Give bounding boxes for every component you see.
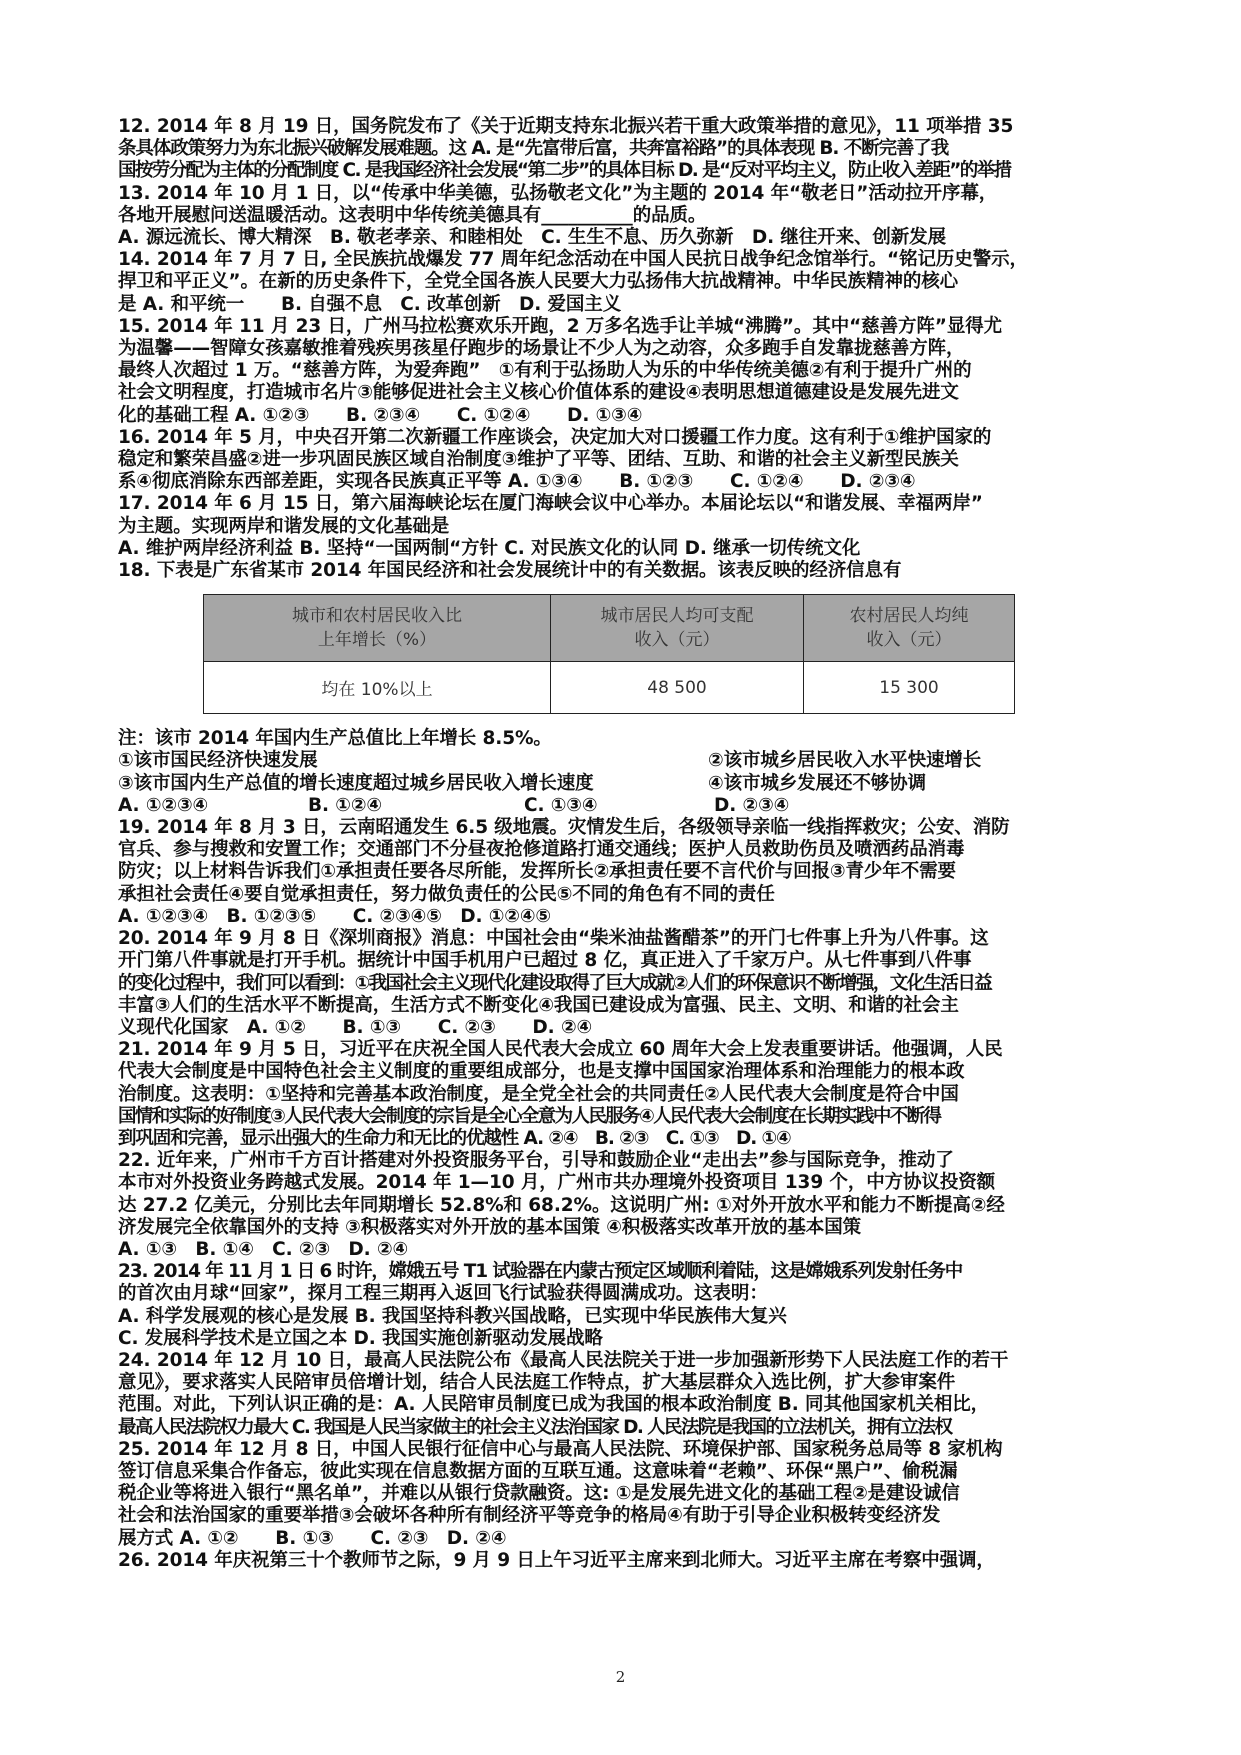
header-income-ratio-line-1: 城市和农村居民收入比 (292, 606, 462, 627)
question-20-line-3: 的变化过程中，我们可以看到：①我国社会主义现代化建设取得了巨大成就②人们的环保意识不断增强，文化生活日益 (118, 972, 992, 994)
option-d: D. ②③④ (714, 794, 790, 816)
item-1: ①该市国民经济快速发展 (118, 750, 318, 772)
question-23-line-1: 23. 2014 年 11 月 1 日 6 时许，嫦娥五号 T1 试验器在内蒙古预定区域顺利着陆，这是嫦娥系列发射任务中 (118, 1261, 963, 1283)
page-number: 2 (615, 1668, 626, 1686)
table-row (204, 662, 1015, 714)
header-urban-income-line-2: 收入（元） (634, 630, 720, 651)
question-23-options-2: C. 发展科学技术是立国之本 D. 我国实施创新驱动发展战略 (118, 1327, 603, 1349)
header-rural-income (804, 595, 1015, 662)
question-25 (118, 1439, 1118, 1550)
question-25-line-4: 社会和法治国家的重要举措③会破坏各种所有制经济平等竞争的格局④有助于引导企业积极转变经济发 (118, 1505, 941, 1527)
question-23 (118, 1261, 1118, 1350)
exam-page (118, 116, 1118, 1572)
question-22 (118, 1150, 1118, 1261)
question-12 (118, 116, 1118, 183)
question-21-line-2: 代表大会制度是中国特色社会主义制度的重要组成部分，也是支撑中国国家治理体系和治理能力的根本政 (118, 1061, 965, 1083)
question-24-line-4: 最高人民法院权力最大 C. 我国是人民当家做主的社会主义法治国家 D. 人民法院是我国的立法机关，拥有立法权 (118, 1416, 952, 1438)
question-22-line-3: 达 27.2 亿美元，分别比去年同期增长 52.8%和 68.2%。这说明广州: ①对外开放水平和能力不断提高②经 (118, 1194, 1005, 1216)
question-16-line-1: 16. 2014 年 5 月，中央召开第二次新疆工作座谈会，决定加大对口援疆工作力度。这有利于①维护国家的 (118, 426, 992, 448)
question-19-options: A. ①②③④ B. ①②③⑤ C. ②③④⑤ D. ①②④⑤ (118, 905, 551, 927)
question-24-line-3: 范围。对此，下列认识正确的是：A. 人民陪审员制度已成为我国的根本政治制度 B. 同其他国家机关相比， (118, 1394, 990, 1416)
question-25-line-2: 签订信息采集合作备忘，彼此实现在信息数据方面的互联互通。这意味着“老赖”、环保“黑户”、偷税漏 (118, 1460, 958, 1482)
question-19-line-1: 19. 2014 年 8 月 3 日，云南昭通发生 6.5 级地震。灾情发生后，各级领导亲临一线指挥救灾；公安、消防 (118, 817, 1010, 839)
question-19-line-3: 防灾；以上材料告诉我们①承担责任要各尽所能，发挥所长②承担责任要不言代价与回报③青少年不需要 (118, 861, 956, 883)
question-20-line-5: 义现代化国家 A. ①② B. ①③ C. ②③ D. ②④ (118, 1016, 593, 1038)
question-19-line-4: 承担社会责任④要自觉承担责任，努力做负责任的公民⑤不同的角色有不同的责任 (118, 883, 775, 905)
question-25-line-5: 展方式 A. ①② B. ①③ C. ②③ D. ②④ (118, 1527, 507, 1549)
question-18-intro: 18. 下表是广东省某市 2014 年国民经济和社会发展统计中的有关数据。该表反映的经济信息有 (118, 560, 902, 582)
option-c: C. ①③④ (524, 794, 598, 816)
question-22-options: A. ①③ B. ①④ C. ②③ D. ②④ (118, 1238, 409, 1260)
question-17-line-2: 为主题。实现两岸和谐发展的文化基础是 (118, 515, 450, 537)
question-15-line-4: 社会文明程度，打造城市名片③能够促进社会主义核心价值体系的建设④表明思想道德建设是发展先进文 (118, 382, 959, 404)
item-3: ③该市国内生产总值的增长速度超过城乡居民收入增长速度 (118, 772, 594, 794)
question-16-line-2: 稳定和繁荣昌盛②进一步巩固民族区域自治制度③维护了平等、团结、互助、和谐的社会主义新型民族关 (118, 449, 959, 471)
question-15-line-5: 化的基础工程 A. ①②③ B. ②③④ C. ①②④ D. ①③④ (118, 404, 643, 426)
question-25-line-3: 税企业等将进入银行“黑名单”，并难以从银行贷款融资。这: ①是发展先进文化的基础工程②是建设诚信 (118, 1483, 960, 1505)
question-12-line-2: 条具体政策努力为东北振兴破解发展难题。这 A. 是“先富带后富，共奔富裕路”的具体表现 B. 不断完善了我 (118, 138, 949, 160)
stats-table (203, 594, 1015, 714)
header-income-ratio (204, 595, 551, 662)
header-rural-income-line-1: 农村居民人均纯 (849, 606, 969, 627)
question-21-line-4: 国情和实际的好制度③人民代表大会制度的宗旨是全心全意为人民服务④人民代表大会制度在长期实践中不断得 (118, 1105, 941, 1127)
question-12-line-1: 12. 2014 年 8 月 19 日，国务院发布了《关于近期支持东北振兴若干重大政策举措的意见》，11 项举措 35 (118, 116, 1014, 137)
stats-table-wrapper (203, 594, 1118, 714)
question-13-line-1: 13. 2014 年 10 月 1 日，以“传承中华美德，弘扬敬老文化”为主题的 2014 年“敬老日”活动拉开序幕， (118, 182, 998, 204)
question-14-line-1: 14. 2014 年 7 月 7 日, 全民族抗战爆发 77 周年纪念活动在中国人民抗日战争纪念馆举行。“铭记历史警示， (118, 249, 1028, 271)
question-13-line-2: 各地开展慰问送温暖活动。这表明中华传统美德具有__________的品质。 (118, 204, 707, 226)
option-a: A. ①②③④ (118, 794, 209, 816)
question-14 (118, 249, 1118, 316)
question-23-line-2: 的首次由月球“回家”，探月工程三期再入返回飞行试验获得圆满成功。这表明： (118, 1283, 768, 1305)
question-20-line-2: 开门第八件事就是打开手机。据统计中国手机用户已超过 8 亿，真正进入了千家万户。从七件事到八件事 (118, 950, 972, 972)
question-19-line-2: 官兵、参与搜救和安置工作；交通部门不分昼夜抢修道路打通交通线；医护人员救助伤员及喷洒药品消毒 (118, 839, 965, 861)
question-24-line-2: 意见》，要求落实人民陪审员倍增计划，结合人民法庭工作特点，扩大基层群众入选比例，扩大参审案件 (118, 1372, 956, 1394)
question-13 (118, 183, 1118, 250)
stats-table-header-row (204, 595, 1015, 662)
question-17-options: A. 维护两岸经济利益 B. 坚持“一国两制“方针 C. 对民族文化的认同 D. 继承一切传统文化 (118, 537, 861, 559)
item-4: ④该市城乡发展还不够协调 (708, 772, 926, 794)
cell-income-ratio: 均在 10%以上 (204, 662, 551, 714)
item-2: ②该市城乡居民收入水平快速增长 (708, 750, 982, 772)
question-15-line-3: 最终人次超过 1 万。“慈善方阵，为爱奔跑” ①有利于弘扬助人为乐的中华传统美德②有利于提升广州的 (118, 360, 972, 382)
question-24 (118, 1350, 1118, 1439)
question-19 (118, 817, 1118, 928)
question-16 (118, 427, 1118, 494)
question-18 (118, 560, 1118, 817)
question-15 (118, 316, 1118, 427)
question-17-line-1: 17. 2014 年 6 月 15 日，第六届海峡论坛在厦门海峡会议中心举办。本届论坛以“和谐发展、幸福两岸” (118, 493, 983, 515)
question-20-line-1: 20. 2014 年 9 月 8 日《深圳商报》消息：中国社会由“柴米油盐酱醋茶”的开门七件事上升为八件事。这 (118, 928, 989, 950)
question-17 (118, 493, 1118, 560)
question-14-line-2: 捍卫和平正义”。在新的历史条件下，全党全国各族人民要大力弘扬伟大抗战精神。中华民族精神的核心 (118, 271, 959, 293)
header-rural-income-line-2: 收入（元） (866, 630, 952, 651)
question-22-line-1: 22. 近年来，广州市千方百计搭建对外投资服务平台，引导和鼓励企业“走出去”参与国际竞争，推动了 (118, 1150, 954, 1172)
option-b: B. ①②④ (308, 794, 382, 816)
question-24-line-1: 24. 2014 年 12 月 10 日，最高人民法院公布《最高人民法院关于进一步加强新形势下人民法庭工作的若干 (118, 1349, 1009, 1371)
question-22-line-4: 济发展完全依靠国外的支持 ③积极落实对外开放的基本国策 ④积极落实改革开放的基本国策 (118, 1216, 862, 1238)
question-18-options (118, 795, 1118, 817)
header-urban-income (551, 595, 804, 662)
question-21-line-1: 21. 2014 年 9 月 5 日，习近平在庆祝全国人民代表大会成立 60 周年大会上发表重要讲话。他强调，人民 (118, 1039, 1003, 1061)
question-21-line-5: 到巩固和完善，显示出强大的生命力和无比的优越性 A. ②④ B. ②③ C. ①③ D. ①④ (118, 1127, 791, 1149)
question-21 (118, 1039, 1118, 1150)
question-18-note: 注：该市 2014 年国内生产总值比上年增长 8.5%。 (118, 728, 552, 750)
question-14-line-3: 是 A. 和平统一 B. 自强不息 C. 改革创新 D. 爱国主义 (118, 293, 622, 315)
question-13-options: A. 源远流长、博大精深 B. 敬老孝亲、和睦相处 C. 生生不息、历久弥新 D. 继往开来、创新发展 (118, 227, 946, 249)
question-15-line-1: 15. 2014 年 11 月 23 日，广州马拉松赛欢乐开跑，2 万多名选手让羊城“沸腾”。其中“慈善方阵”显得尤 (118, 315, 1003, 337)
question-18-items-row-1 (118, 750, 1118, 772)
question-25-line-1: 25. 2014 年 12 月 8 日，中国人民银行征信中心与最高人民法院、环境保护部、国家税务总局等 8 家机构 (118, 1438, 1003, 1460)
question-26 (118, 1550, 1118, 1572)
question-20-line-4: 丰富③人们的生活水平不断提高，生活方式不断变化④我国已建设成为富强、民主、文明、和谐的社会主 (118, 994, 959, 1016)
question-22-line-2: 本市对外投资业务跨越式发展。2014 年 1—10 月，广州市共办理境外投资项目 139 个，中方协议投资额 (118, 1172, 996, 1194)
question-16-line-3: 系④彻底消除东西部差距，实现各民族真正平等 A. ①③④ B. ①②③ C. ①②④ D. ②③④ (118, 471, 916, 493)
question-18-items-row-2 (118, 773, 1118, 795)
question-23-options-1: A. 科学发展观的核心是发展 B. 我国坚持科教兴国战略，已实现中华民族伟大复兴 (118, 1305, 787, 1327)
cell-rural-income: 15 300 (804, 662, 1015, 714)
question-12-line-3: 国按劳分配为主体的分配制度 C. 是我国经济社会发展“第二步”的具体目标 D. 是“反对平均主义，防止收入差距”的举措 (118, 160, 1011, 182)
header-urban-income-line-1: 城市居民人均可支配 (600, 606, 754, 627)
question-15-line-2: 为温馨——智障女孩嘉敏推着残疾男孩星仔跑步的场景让不少人为之动容，众多跑手自发靠拢慈善方阵， (118, 338, 965, 360)
cell-urban-income: 48 500 (551, 662, 804, 714)
question-20 (118, 928, 1118, 1039)
question-26-line-1: 26. 2014 年庆祝第三十个教师节之际，9 月 9 日上午习近平主席来到北师大。习近平主席在考察中强调， (118, 1549, 995, 1571)
header-income-ratio-line-2: 上年增长（%） (317, 630, 437, 651)
question-21-line-3: 治制度。这表明：①坚持和完善基本政治制度，是全党全社会的共同责任②人民代表大会制度是符合中国 (118, 1083, 959, 1105)
